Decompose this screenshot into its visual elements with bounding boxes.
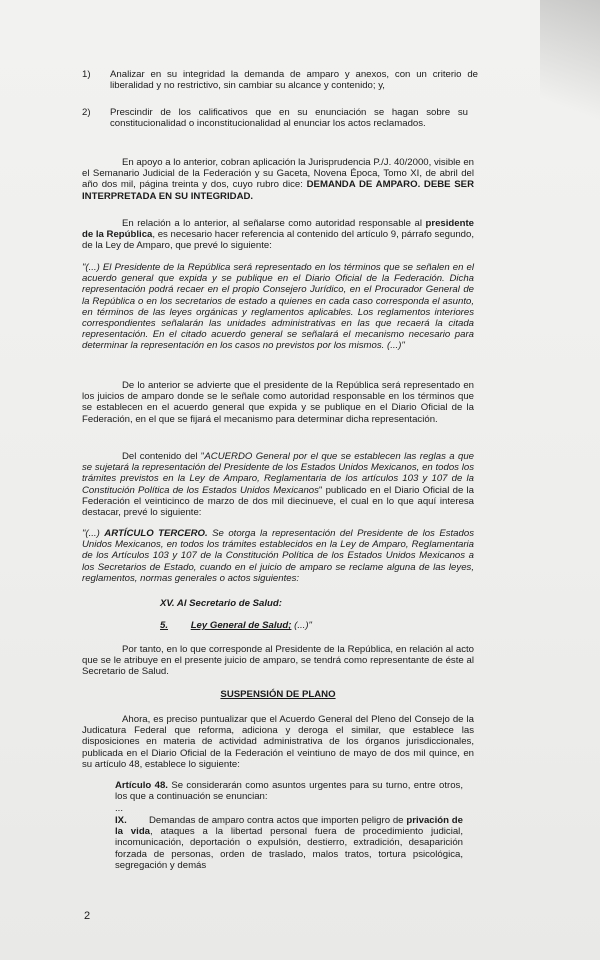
section-heading-suspension: SUSPENSIÓN DE PLANO <box>220 689 336 700</box>
tercero-bold: ARTÍCULO TERCERO. <box>104 528 208 539</box>
fraction-ix <box>115 815 463 871</box>
article-48 <box>115 780 463 802</box>
presidente-pre: En relación a lo anterior, al señalarse como autoridad responsable al <box>122 218 426 229</box>
paragraph-acuerdo <box>82 451 474 518</box>
article-48-ellipsis: ... <box>115 803 123 814</box>
paragraph-jurisprudencia <box>82 157 474 202</box>
jurisprudencia-text: En apoyo a lo anterior, cobran aplicación la Jurisprudencia P./J. 40/2000, visible en el Semanario Judicial de la Federación y su Gaceta, Novena Época, Tomo XI, de abril del año dos mil, página treinta y dos, cuyo rubro dice: <box>82 157 474 191</box>
acuerdo-title: ACUERDO General por el que se establecen las reglas a que se sujetará la representación del Presidente de los Estados Unidos Mexicanos, en todos los trámites previstos en la Ley de Amparo, Reglamentaria de los artículos 103 y 107 de la Constitución Política de los Estados Unidos Mexicanos <box>82 451 474 496</box>
paragraph-presidente <box>82 218 474 252</box>
quote-article-9: "(...) El Presidente de la República será representado en los términos que se señalen en el acuerdo general que expida y se publique en el Diario Oficial de la Federación. Dicha representación podrá recaer en el propio Consejero Jurídico, en el Procurador General de la República o en los secretarios de estado a quienes en cada caso corresponda el asunto, en términos de las leyes orgánicas y reglamentos aplicables. Los reglamentos interiores correspondientes señalarán las unidades administrativas en las que recaerá la citada representación. En el citado acuerdo general se señalará el mecanismo necesario para determinar la representación en los casos no previstos por los mismos. (...)" <box>82 262 474 352</box>
acuerdo-pre: Del contenido del " <box>122 451 205 462</box>
article-48-text: Se considerarán como asuntos urgentes para su turno, entre otros, los que a continuación se enuncian: <box>115 780 463 803</box>
jurisprudencia-rubro: DEMANDA DE AMPARO. DEBE SER INTERPRETADA EN SU INTEGRIDAD. <box>82 179 474 202</box>
paragraph-ahora: Ahora, es preciso puntualizar que el Acuerdo General del Pleno del Consejo de la Judicatura Federal que reforma, adiciona y deroga el similar, que establece las disposiciones en materia de actividad administrativa de los órganos jurisdiccionales, publicada en el Diario Oficial de la Federación el veintiuno de mayo de dos mil quince, en su artículo 48, establece lo siguiente: <box>82 714 474 770</box>
presidente-bold: presidente de la República <box>82 218 474 241</box>
article-48-bold: Artículo 48. <box>115 780 168 791</box>
quote-articulo-tercero <box>82 528 474 584</box>
paragraph-advierte: De lo anterior se advierte que el presidente de la República será representado en los juicios de amparo donde se le señale como autoridad responsable en los términos que se establecen en el acuerdo general que expida y se publique en el Diario Oficial de la Federación, en el que se fijará el mecanismo para determinar dicha representación. <box>82 380 474 425</box>
page-edge-shadow <box>540 0 600 180</box>
list-item-prescindir: Prescindir de los calificativos que en su enunciación se hagan sobre su constitucionalidad o inconstitucionalidad al enunciar los actos reclamados. <box>110 107 468 130</box>
page-number: 2 <box>84 910 91 922</box>
list-number-1: 1) <box>82 69 91 80</box>
paragraph-por-tanto: Por tanto, en lo que corresponde al Presidente de la República, en relación al acto que se le atribuye en el presente juicio de amparo, se tendrá como representante de éste al Secretario de Salud. <box>82 644 474 678</box>
fraction-5-tail: (...)" <box>291 620 312 631</box>
fraction-ix-bold: privación de la vida <box>115 815 464 838</box>
acuerdo-post: " publicado en el Diario Oficial de la Federación el veinticinco de marzo de dos mil diecinueve, el cual en lo que aquí interesa destacar, prevé lo siguiente: <box>82 484 474 519</box>
list-item-analizar: Analizar en su integridad la demanda de amparo y anexos, con un criterio de liberalidad y no restrictivo, sin cambiar su alcance y contenido; y, <box>110 69 478 92</box>
tercero-post: Se otorga la representación del Presidente de los Estados Unidos Mexicanos, en todos los trámites establecidos en la Ley de Amparo, Reglamentaria de los Artículos 103 y 107 de la Constitución Política de los Estados Unidos Mexicanos a los Secretarios de Estado, cuando en el juicio de amparo se reclame alguna de las leyes, reglamentos, normas generales o actos siguientes: <box>82 528 474 584</box>
fraction-ix-post: , ataques a la libertad personal fuera de procedimiento judicial, incomunicación, deportación o expulsión, destierro, extradición, desaparición forzada de personas, orden de traslado, malos tratos, tortura psicológica, segregación y demás <box>115 826 463 871</box>
fraction-ix-pre: Demandas de amparo contra actos que importen peligro de <box>149 815 407 826</box>
fraction-5 <box>160 620 460 631</box>
fraction-xv: XV. Al Secretario de Salud: <box>160 598 282 609</box>
list-number-2: 2) <box>82 107 91 118</box>
tercero-pre: "(...) <box>82 528 105 539</box>
fraction-5-text: Ley General de Salud; <box>190 620 292 631</box>
fraction-5-num: 5. <box>160 620 169 631</box>
fraction-ix-num: IX. <box>115 815 127 826</box>
presidente-post: , es necesario hacer referencia al contenido del artículo 9, párrafo segundo, de la Ley de Amparo, que prevé lo siguiente: <box>82 229 475 252</box>
